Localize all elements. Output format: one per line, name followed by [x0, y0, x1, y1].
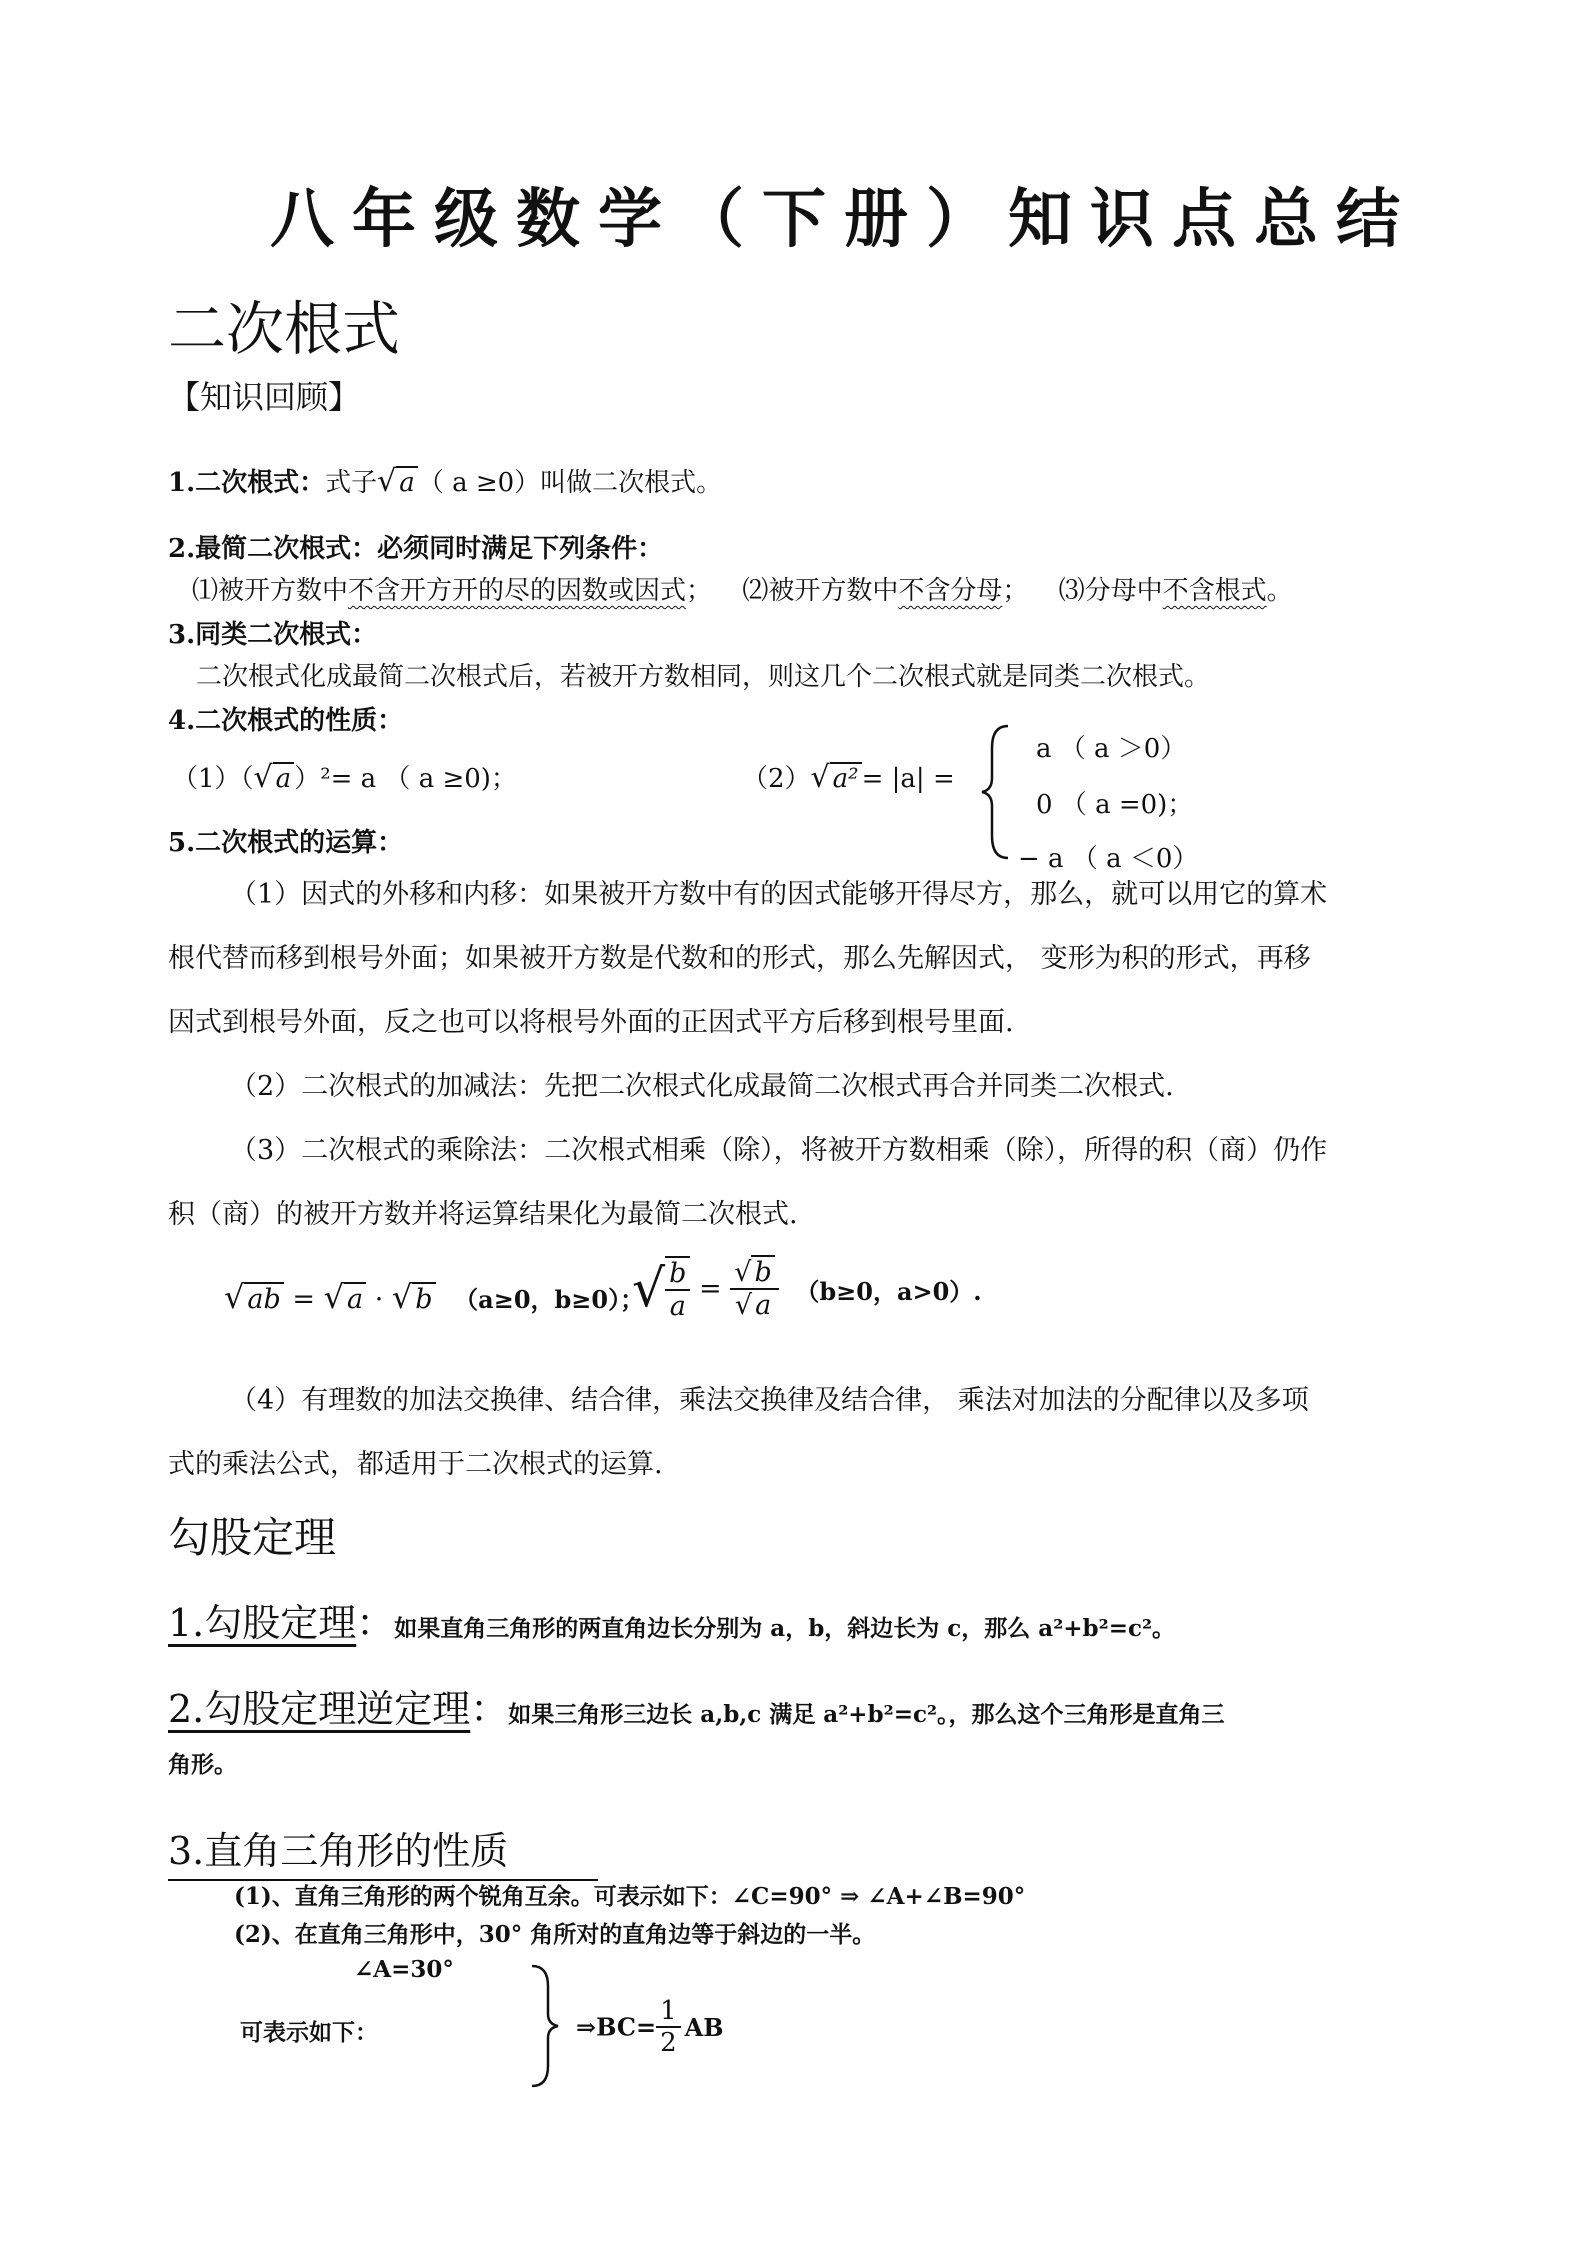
- fm2-num: b: [665, 1258, 690, 1291]
- formula-divide: [632, 1256, 982, 1322]
- fm1-radicand-ab: ab: [244, 1282, 283, 1315]
- theorem-1-colon: ：: [356, 1601, 395, 1645]
- page-title: 八年级数学（下册）知识点总结: [270, 182, 1418, 257]
- theorem-3-heading: [168, 1820, 598, 1881]
- radical-sign: √: [323, 1278, 344, 1316]
- theorem-2: [168, 1678, 1225, 1733]
- fm2-frac: [730, 1257, 779, 1321]
- item-1-radicand: a: [396, 466, 418, 498]
- item-2-conditions: [192, 570, 1293, 607]
- rule-1-line-2: 根代替而移到根号外面；如果被开方数是代数和的形式，那么先解因式， 变形为积的形式，再移: [168, 943, 1311, 974]
- fm2-frac-den: √ a: [730, 1290, 779, 1321]
- fm2-frac-num: √ b: [730, 1257, 779, 1290]
- fm1-radicand-b: b: [412, 1282, 435, 1315]
- fm2-frac-num-radicand: b: [751, 1255, 774, 1288]
- angle-condition: ∠A=30°: [354, 1956, 454, 1983]
- fm2-equals: =: [699, 1273, 722, 1305]
- fm1-condition: （a≥0，b≥0）；: [454, 1285, 645, 1314]
- item-1-pre: 式子: [325, 468, 378, 498]
- radical-sign: √: [253, 760, 273, 795]
- result-lead: ⇒BC=: [576, 2012, 657, 2042]
- property-2: [742, 758, 955, 795]
- rule-1-line-3: 因式到根号外面，反之也可以将根号外面的正因式平方后移到根号里面.: [168, 1007, 1014, 1038]
- property-1-a: （1）（: [172, 764, 254, 794]
- cond-3a: ⑶分母中: [1058, 576, 1163, 606]
- half-fraction: [656, 1996, 681, 2058]
- knowledge-review-label: 【知识回顾】: [168, 378, 361, 416]
- fm2-condition: （b≥0，a>0）.: [795, 1276, 982, 1306]
- cond-3b: 不含根式: [1162, 576, 1267, 606]
- section-heading-pythagoras: 勾股定理: [168, 1513, 337, 1562]
- theorem-2-text-cont: 角形。: [168, 1751, 237, 1778]
- cond-3c: 。: [1266, 576, 1293, 606]
- radical-sign: √: [391, 1278, 413, 1316]
- theorem-2-label: 2.勾股定理逆定理: [168, 1687, 471, 1731]
- rule-3-line-1: （3）二次根式的乘除法：二次根式相乘（除），将被开方数相乘（除），所得的积（商）仍作: [230, 1135, 1328, 1166]
- fm2-frac-radicand: [665, 1256, 690, 1322]
- item-1-cond: （ a ≥0）叫做二次根式。: [417, 468, 723, 498]
- property-2-radicand: a²: [830, 762, 862, 794]
- item-1-label: 1.二次根式：: [168, 468, 326, 498]
- result-ab: AB: [684, 2012, 724, 2042]
- property-3-2: (2)、在直角三角形中，30° 角所对的直角边等于斜边的一半。: [234, 1921, 876, 1948]
- case-positive: a （ a ＞0）: [1036, 734, 1187, 764]
- cond-1c: ；: [686, 576, 713, 606]
- fm2-den: a: [669, 1291, 686, 1322]
- item-1: [168, 462, 722, 499]
- theorem-3-label: 3.直角三角形的性质: [168, 1829, 509, 1873]
- section-heading-radicals: 二次根式: [168, 295, 401, 363]
- case-negative: − a （ a ＜0）: [1018, 844, 1199, 874]
- property-3-1: (1)、直角三角形的两个锐角互余。可表示如下：∠C=90° ⇒ ∠A+∠B=90°: [234, 1883, 1026, 1910]
- cond-1a: ⑴被开方数中: [192, 576, 349, 606]
- cond-1b: 不含开方开的尽的因数或因式: [348, 576, 687, 606]
- rule-1-line-1: （1）因式的外移和内移：如果被开方数中有的因式能够开得尽方，那么，就可以用它的算术: [230, 879, 1328, 910]
- property-1-b: ）²= a （ a ≥0)；: [294, 764, 517, 794]
- fm1-equals: =: [292, 1284, 315, 1315]
- half-den: 2: [660, 2028, 677, 2058]
- rule-4-line-2: 式的乘法公式，都适用于二次根式的运算.: [168, 1449, 663, 1480]
- rule-4-line-1: （4）有理数的加法交换律、结合律，乘法交换律及结合律， 乘法对加法的分配律以及多项: [230, 1385, 1309, 1416]
- theorem-1-text: 如果直角三角形的两直角边长分别为 a，b，斜边长为 c，那么 a²+b²=c²。: [394, 1615, 1176, 1642]
- rule-3-line-2: 积（商）的被开方数并将运算结果化为最简二次根式.: [168, 1199, 798, 1230]
- theorem-1-label: 1.勾股定理: [168, 1601, 357, 1645]
- property-1-radicand: a: [273, 762, 295, 794]
- theorem-2-colon: ：: [470, 1687, 509, 1731]
- formula-multiply: [224, 1278, 644, 1316]
- item-2-label: 2.最简二次根式：必须同时满足下列条件：: [168, 534, 664, 564]
- theorem-2-text: 如果三角形三边长 a,b,c 满足 a²+b²=c²。，那么这个三角形是直角三: [508, 1701, 1225, 1728]
- radical-sign: √: [810, 760, 830, 795]
- right-brace: [528, 1962, 564, 2090]
- item-3-text: 二次根式化成最简二次根式后，若被开方数相同，则这几个二次根式就是同类二次根式。: [196, 662, 1211, 692]
- item-4-label: 4.二次根式的性质：: [168, 706, 404, 736]
- fm2-frac-den-radicand: a: [752, 1288, 774, 1321]
- radical-sign: √: [632, 1259, 666, 1319]
- half-num: 1: [656, 1996, 681, 2028]
- radical-sign: √: [224, 1278, 245, 1316]
- represent-lead: 可表示如下：: [240, 2019, 378, 2046]
- property-1: [172, 758, 517, 795]
- cond-2a: ⑵被开方数中: [742, 576, 899, 606]
- case-zero: 0 （ a =0)；: [1036, 790, 1194, 820]
- theorem-1: [168, 1592, 1175, 1647]
- cond-2b: 不含分母: [898, 576, 1003, 606]
- rule-2: （2）二次根式的加减法：先把二次根式化成最简二次根式再合并同类二次根式.: [230, 1071, 1174, 1102]
- property-2-b: = |a| =: [861, 764, 955, 794]
- fm1-radicand-a: a: [344, 1282, 366, 1315]
- result-half-ab: [576, 1996, 724, 2058]
- cond-2c: ；: [1002, 576, 1029, 606]
- item-3-label: 3.同类二次根式：: [168, 620, 378, 650]
- item-5-label: 5.二次根式的运算：: [168, 828, 404, 858]
- radical-sign: √: [377, 464, 397, 499]
- property-2-a: （2）: [742, 764, 811, 794]
- left-brace-cases: [978, 722, 1018, 862]
- fm1-dot: ·: [374, 1284, 384, 1315]
